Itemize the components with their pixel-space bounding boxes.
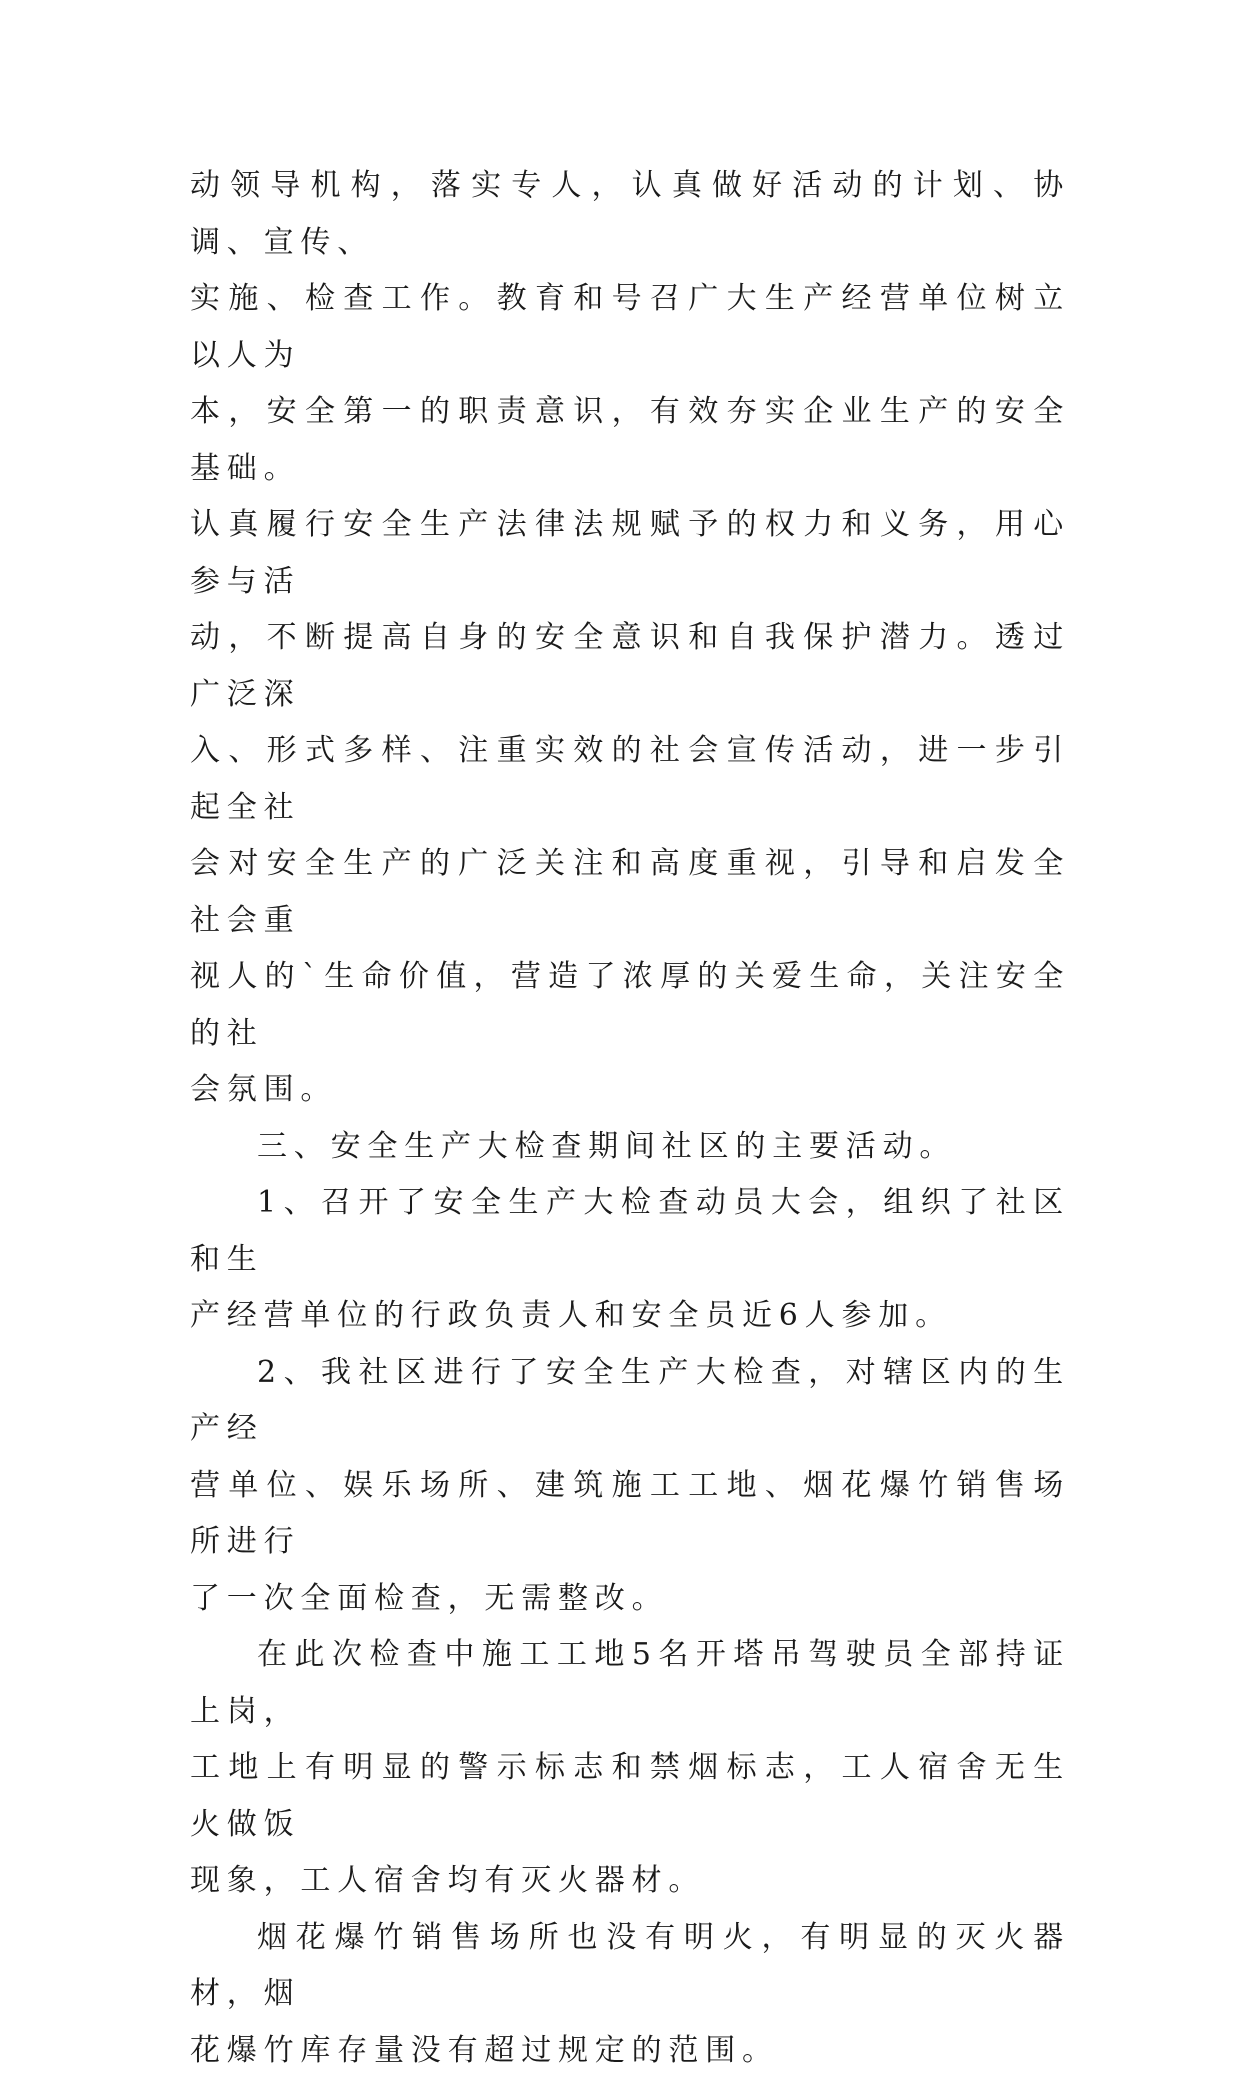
document-body bbox=[190, 158, 1070, 2079]
paragraph-construction-site: 在此次检查中施工工地5名开塔吊驾驶员全部持证上岗， 工地上有明显的警示标志和禁烟标志，工人宿舍无生火做饭 现象，工人宿舍均有灭火器材。 bbox=[190, 1627, 1070, 1910]
paragraph-leadership: 动领导机构，落实专人，认真做好活动的计划、协调、宣传、 实施、检查工作。教育和号召广大生产经营单位树立以人为 本，安全第一的职责意识，有效夯实企业生产的安全基础。 认真履行安全生产法律法规赋予的权力和义务，用心参与活 动，不断提高自身的安全意识和自我保护潜力。透过广泛深 入、形式多样、注重实效的社会宣传活动，进一步引起全社 会对安全生产的广泛关注和高度重视，引导和启发全社会重 视人的`生命价值，营造了浓厚的关爱生命，关注安全的社 会氛围。 bbox=[190, 158, 1070, 1119]
paragraph-fireworks-sales: 烟花爆竹销售场所也没有明火，有明显的灭火器材，烟 花爆竹库存量没有超过规定的范围。 bbox=[190, 1910, 1070, 2079]
paragraph-item-2-inspection: 2、我社区进行了安全生产大检查，对辖区内的生产经 营单位、娱乐场所、建筑施工工地、烟花爆竹销售场所进行 了一次全面检查，无需整改。 bbox=[190, 1345, 1070, 1628]
section-heading-main-activities: 三、安全生产大检查期间社区的主要活动。 bbox=[190, 1119, 1070, 1176]
paragraph-item-1-meeting: 1、召开了安全生产大检查动员大会，组织了社区和生 产经营单位的行政负责人和安全员近6人参加。 bbox=[190, 1175, 1070, 1345]
